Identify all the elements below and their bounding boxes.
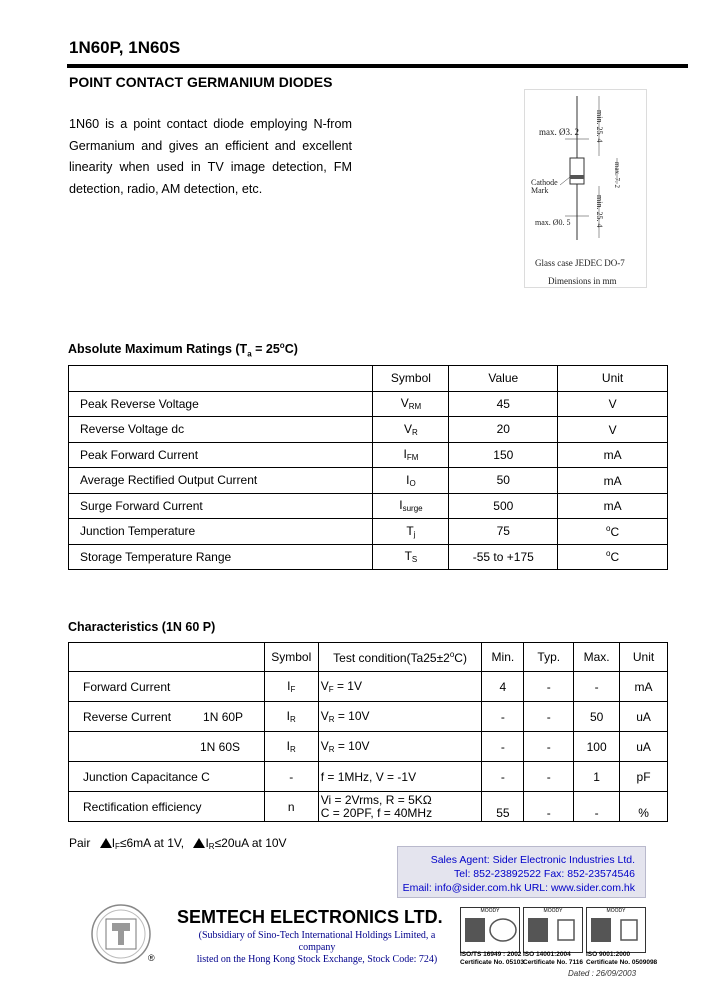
header-cell bbox=[69, 366, 373, 392]
symbol-cell: TS bbox=[373, 544, 449, 570]
symbol-cell: IFM bbox=[373, 442, 449, 468]
dated-label: Dated : 26/09/2003 bbox=[568, 969, 637, 978]
unit-cell: pF bbox=[620, 762, 668, 792]
typ-cell: - bbox=[524, 702, 574, 732]
package-drawing bbox=[524, 89, 647, 288]
condition-cell: VR = 10V bbox=[318, 732, 482, 762]
param-cell: Junction Temperature bbox=[69, 519, 373, 545]
param-cell: Surge Forward Current bbox=[69, 493, 373, 519]
unit-cell: % bbox=[620, 792, 668, 822]
min-cell: 55 bbox=[482, 792, 524, 822]
value-cell: 150 bbox=[449, 442, 558, 468]
header-cell: Unit bbox=[620, 643, 668, 672]
header-cell bbox=[69, 643, 265, 672]
cathode-label: Cathode bbox=[531, 178, 558, 187]
header-cell: Value bbox=[449, 366, 558, 392]
symbol-cell: n bbox=[264, 792, 318, 822]
condition-cell: VF = 1V bbox=[318, 672, 482, 702]
section-title: POINT CONTACT GERMANIUM DIODES bbox=[69, 74, 333, 90]
param-cell: Rectification efficiency bbox=[69, 792, 265, 822]
symbol-cell: IR bbox=[264, 732, 318, 762]
header-cell: Symbol bbox=[264, 643, 318, 672]
table-header-row bbox=[69, 366, 668, 392]
unit-cell: mA bbox=[558, 468, 668, 494]
condition-cell: f = 1MHz, V = -1V bbox=[318, 762, 482, 792]
symbol-cell: - bbox=[264, 762, 318, 792]
part-numbers: 1N60P, 1N60S bbox=[69, 38, 181, 57]
cert-caption: ISO/TS 16949 : 2002 Certificate No. 05103 bbox=[460, 951, 524, 966]
max-cell: 1 bbox=[574, 762, 620, 792]
symbol-cell: VR bbox=[373, 417, 449, 443]
min-cell: - bbox=[482, 702, 524, 732]
characteristics-table bbox=[68, 642, 668, 822]
table-row bbox=[69, 519, 668, 545]
min-cell: - bbox=[482, 762, 524, 792]
company-name: SEMTECH ELECTRONICS LTD. bbox=[177, 907, 443, 927]
cert-logo-icon bbox=[587, 914, 645, 950]
symbol-cell: IF bbox=[264, 672, 318, 702]
table-header-row bbox=[69, 643, 668, 672]
header-cell: Test $condition(Ta25\pm 2^oC)$ bbox=[318, 643, 482, 672]
sales-agent-line: Sales Agent: Sider Electronic Industries Ltd. bbox=[430, 854, 635, 866]
param-cell: Reverse Voltage dc bbox=[69, 417, 373, 443]
unit-cell: uA bbox=[620, 702, 668, 732]
header-divider bbox=[67, 64, 688, 68]
header-cell: Max. bbox=[574, 643, 620, 672]
value-cell: 500 bbox=[449, 493, 558, 519]
table-row bbox=[69, 493, 668, 519]
dimensions-unit-label: Dimensions in mm bbox=[548, 276, 617, 286]
param-cell: Storage Temperature Range bbox=[69, 544, 373, 570]
value-cell: 75 bbox=[449, 519, 558, 545]
unit-cell: uA bbox=[620, 732, 668, 762]
unit-cell: V bbox=[558, 391, 668, 417]
value-cell: 50 bbox=[449, 468, 558, 494]
max-diameter-label: max. Ø3. 2 bbox=[539, 127, 579, 137]
cert-caption: ISO 14001:2004 Certificate No. 7116 bbox=[523, 951, 583, 966]
cert-badge-iso-ts: MOODY bbox=[460, 907, 520, 953]
symbol-cell: IO bbox=[373, 468, 449, 494]
min-cell: - bbox=[482, 732, 524, 762]
symbol-cell: VRM bbox=[373, 391, 449, 417]
table-row bbox=[69, 702, 668, 732]
param-cell: Reverse Current 1N 60P bbox=[69, 702, 265, 732]
typ-cell: - bbox=[524, 762, 574, 792]
table-row bbox=[69, 391, 668, 417]
min-cell: 4 bbox=[482, 672, 524, 702]
sales-agent-box bbox=[397, 846, 646, 898]
triangle-icon bbox=[193, 838, 205, 848]
table-row bbox=[69, 442, 668, 468]
value-cell: -55 to +175 bbox=[449, 544, 558, 570]
param-cell: Peak Reverse Voltage bbox=[69, 391, 373, 417]
typ-cell: - bbox=[524, 792, 574, 822]
cathode-mark-label: Mark bbox=[531, 186, 549, 195]
description-paragraph: 1N60 is a point contact diode employing N-from Germanium and gives an efficient and excellent linearity when used in TV image detection, FM detection, radio, AM detection, etc. bbox=[69, 117, 352, 196]
max-cell: 100 bbox=[574, 732, 620, 762]
pair-matching-note: Pair IF≤6mA at 1V, IR≤20uA at 10V bbox=[69, 836, 287, 851]
sales-web-line[interactable]: Email: info@sider.com.hk URL: www.sider.com.hk bbox=[402, 882, 635, 894]
table-row bbox=[69, 417, 668, 443]
table-row bbox=[69, 544, 668, 570]
condition-cell: VR = 10V bbox=[318, 702, 482, 732]
sales-contact-line: Tel: 852-23892522 Fax: 852-23574546 bbox=[454, 868, 635, 880]
table-row bbox=[69, 732, 668, 762]
cert-logo-icon bbox=[524, 914, 582, 950]
unit-cell: V bbox=[558, 417, 668, 443]
table-row bbox=[69, 792, 668, 822]
cert-badge-iso-9001: MOODY bbox=[586, 907, 646, 953]
header-cell: Typ. bbox=[524, 643, 574, 672]
symbol-cell: IR bbox=[264, 702, 318, 732]
symbol-cell: Tj bbox=[373, 519, 449, 545]
lead-diameter-label: max. Ø0. 5 bbox=[535, 218, 571, 227]
param-cell: Forward Current bbox=[69, 672, 265, 702]
unit-cell: mA bbox=[558, 442, 668, 468]
body-length-label: max. 7. 2 bbox=[613, 162, 621, 189]
typ-cell: - bbox=[524, 672, 574, 702]
table-row bbox=[69, 468, 668, 494]
abs-max-table bbox=[68, 365, 668, 570]
cert-caption: ISO 9001:2000 Certificate No. 0509098 bbox=[586, 951, 658, 966]
header-cell: Min. bbox=[482, 643, 524, 672]
company-subtitle: (Subsidiary of Sino-Tech International Holdings Limited, a company listed on the Hong Kong Stock Exchange, Stock Code: 724) bbox=[196, 930, 438, 965]
lead-length-bottom-label: min. 25. 4 bbox=[595, 195, 604, 228]
header-cell: Unit bbox=[558, 366, 668, 392]
max-cell: - bbox=[574, 792, 620, 822]
triangle-icon bbox=[100, 838, 112, 848]
lead-length-top-label: min. 25. 4 bbox=[595, 110, 604, 143]
cert-badge-iso-14001: MOODY bbox=[523, 907, 583, 953]
table-row bbox=[69, 762, 668, 792]
value-cell: 45 bbox=[449, 391, 558, 417]
param-cell: 1N 60S bbox=[69, 732, 265, 762]
max-cell: 50 bbox=[574, 702, 620, 732]
max-cell: - bbox=[574, 672, 620, 702]
unit-cell: mA bbox=[558, 493, 668, 519]
characteristics-title: Characteristics (1N 60 P) bbox=[68, 620, 216, 634]
value-cell: 20 bbox=[449, 417, 558, 443]
abs-max-title: Absolute Maximum Ratings $(T_a = 25^oC)$ bbox=[68, 341, 298, 359]
company-logo bbox=[90, 903, 152, 965]
param-cell: Junction Capacitance C bbox=[69, 762, 265, 792]
unit-cell: $^o$C bbox=[558, 544, 668, 570]
unit-cell: $^o$C bbox=[558, 519, 668, 545]
cert-logo-icon bbox=[461, 914, 519, 950]
condition-cell: Vi = 2Vrms, R = 5KΩ C = 20PF, f = 40MHz bbox=[318, 792, 482, 822]
param-cell: Average Rectified Output Current bbox=[69, 468, 373, 494]
table-row bbox=[69, 672, 668, 702]
symbol-cell: Isurge bbox=[373, 493, 449, 519]
header-cell: Symbol bbox=[373, 366, 449, 392]
registered-mark: ® bbox=[148, 953, 155, 963]
param-cell: Peak Forward Current bbox=[69, 442, 373, 468]
case-type-label: Glass case JEDEC DO-7 bbox=[535, 258, 625, 268]
typ-cell: - bbox=[524, 732, 574, 762]
unit-cell: mA bbox=[620, 672, 668, 702]
